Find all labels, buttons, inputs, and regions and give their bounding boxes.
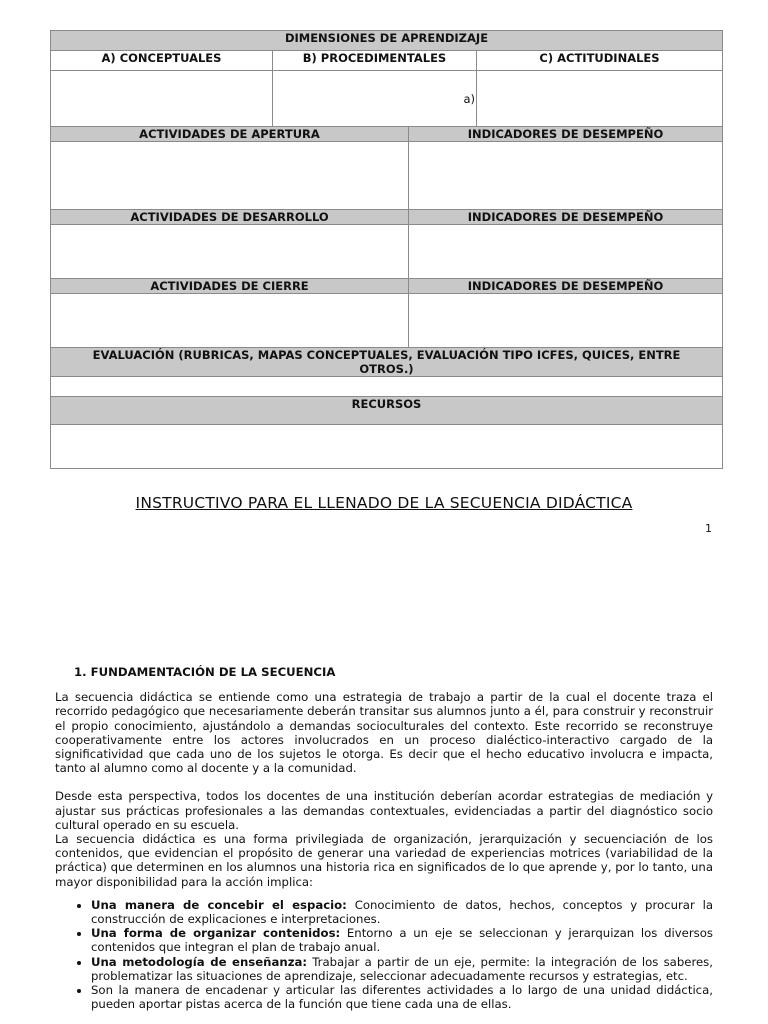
bullet-item — [91, 983, 713, 1011]
cierre-indicadores-header: INDICADORES DE DESEMPEÑO — [409, 279, 723, 294]
desarrollo-fields-row — [51, 225, 723, 279]
page-number: 1 — [705, 522, 712, 535]
dimension-labels-row — [51, 51, 723, 71]
desarrollo-header-row — [51, 210, 723, 225]
evaluacion-header: EVALUACIÓN (RUBRICAS, MAPAS CONCEPTUALES, EVALUACIÓN TIPO ICFES, QUICES, ENTRE OTROS.) — [51, 348, 723, 377]
bullet-item — [91, 955, 713, 983]
cierre-fields-row — [51, 294, 723, 348]
apertura-indicadores-header: INDICADORES DE DESEMPEÑO — [409, 127, 723, 142]
bullet-list — [55, 898, 713, 1012]
bullet-bold: Una manera de concebir el espacio: — [91, 897, 347, 912]
desarrollo-header: ACTIVIDADES DE DESARROLLO — [51, 210, 409, 225]
bullet-text: Trabajar a partir de un eje, permite: la integración de los saberes, problematizar las situaciones de aprendizaje, seleccionar adecuadamente recursos y estrategias, etc. — [91, 954, 713, 983]
recursos-header-row — [51, 397, 723, 425]
desarrollo-indicadores-field[interactable] — [409, 225, 723, 279]
evaluacion-header-row — [51, 348, 723, 377]
form-table — [50, 30, 723, 469]
apertura-indicadores-field[interactable] — [409, 142, 723, 210]
apertura-fields-row — [51, 142, 723, 210]
bullet-item — [91, 926, 713, 954]
paragraph-1: La secuencia didáctica se entiende como una estrategia de trabajo a partir de la cual el docente traza el recorrido pedagógico que necesariamente deberán transitar sus alumnos junto a él, para construir y reconstruir el propio conocimiento, ajustándolo a demandas socioculturales del contexto. Este recorrido se reconstruye cooperativamente entre los actores involucrados en un proceso dialéctico-interactivo cargado de la significatividad que cada uno de los sujetos le otorga. Es decir que el hecho educativo involucra e impacta, tanto al alumno como al docente y a la comunidad. — [55, 690, 713, 776]
dimensiones-header: DIMENSIONES DE APRENDIZAJE — [51, 31, 723, 51]
recursos-field-row — [51, 425, 723, 469]
cierre-field[interactable] — [51, 294, 409, 348]
paragraph-2: Desde esta perspectiva, todos los docentes de una institución deberían acordar estrategias de mediación y ajustar sus prácticas profesionales a las demandas contextuales, evidenciadas a partir del diagnóstico socio cultural operado en su escuela. — [55, 789, 713, 832]
actitudinales-field[interactable] — [477, 71, 723, 127]
recursos-header: RECURSOS — [51, 397, 723, 425]
instructivo-title-wrap — [0, 493, 768, 512]
procedimentales-label: B) PROCEDIMENTALES — [273, 51, 477, 71]
cierre-header-row — [51, 279, 723, 294]
instructivo-title: INSTRUCTIVO PARA EL LLENADO DE LA SECUENCIA DIDÁCTICA — [135, 494, 633, 512]
apertura-field[interactable] — [51, 142, 409, 210]
evaluacion-field-row — [51, 377, 723, 397]
conceptuales-label: A) CONCEPTUALES — [51, 51, 273, 71]
bullet-item — [91, 898, 713, 926]
apertura-header-row — [51, 127, 723, 142]
secuencia-form — [50, 30, 722, 469]
dimensiones-row — [51, 31, 723, 51]
conceptuales-field[interactable] — [51, 71, 273, 127]
procedimentales-field[interactable]: a) — [273, 71, 477, 127]
paragraph-3: La secuencia didáctica es una forma privilegiada de organización, jerarquización y secuenciación de los contenidos, que evidencian el propósito de generar una variedad de experiencias motrices (variabilidad de la práctica) que determinen en los alumnos una historia rica en significados de lo que aprende y, por lo tanto, una mayor disponibilidad para la acción implica: — [55, 832, 713, 889]
section-fundamentacion — [55, 665, 713, 1011]
bullet-text: Conocimiento de datos, hechos, conceptos y procurar la construcción de explicaciones e interpretaciones. — [91, 897, 714, 927]
actitudinales-label: C) ACTITUDINALES — [477, 51, 723, 71]
bullet-text: Entorno a un eje se seleccionan y jerarquizan los diversos contenidos que integran el plan de trabajo anual. — [91, 926, 713, 955]
recursos-field[interactable] — [51, 425, 723, 469]
desarrollo-indicadores-header: INDICADORES DE DESEMPEÑO — [409, 210, 723, 225]
cierre-header: ACTIVIDADES DE CIERRE — [51, 279, 409, 294]
dimension-fields-row — [51, 71, 723, 127]
apertura-header: ACTIVIDADES DE APERTURA — [51, 127, 409, 142]
evaluacion-field[interactable] — [51, 377, 723, 397]
desarrollo-field[interactable] — [51, 225, 409, 279]
bullet-text: Son la manera de encadenar y articular las diferentes actividades a lo largo de una unidad didáctica, pueden aportar pistas acerca de la función que tiene cada una de ellas. — [91, 983, 713, 1012]
bullet-bold: Una metodología de enseñanza: — [91, 954, 308, 969]
section-heading: 1. FUNDAMENTACIÓN DE LA SECUENCIA — [74, 665, 336, 679]
bullet-bold: Una forma de organizar contenidos: — [91, 926, 341, 941]
cierre-indicadores-field[interactable] — [409, 294, 723, 348]
